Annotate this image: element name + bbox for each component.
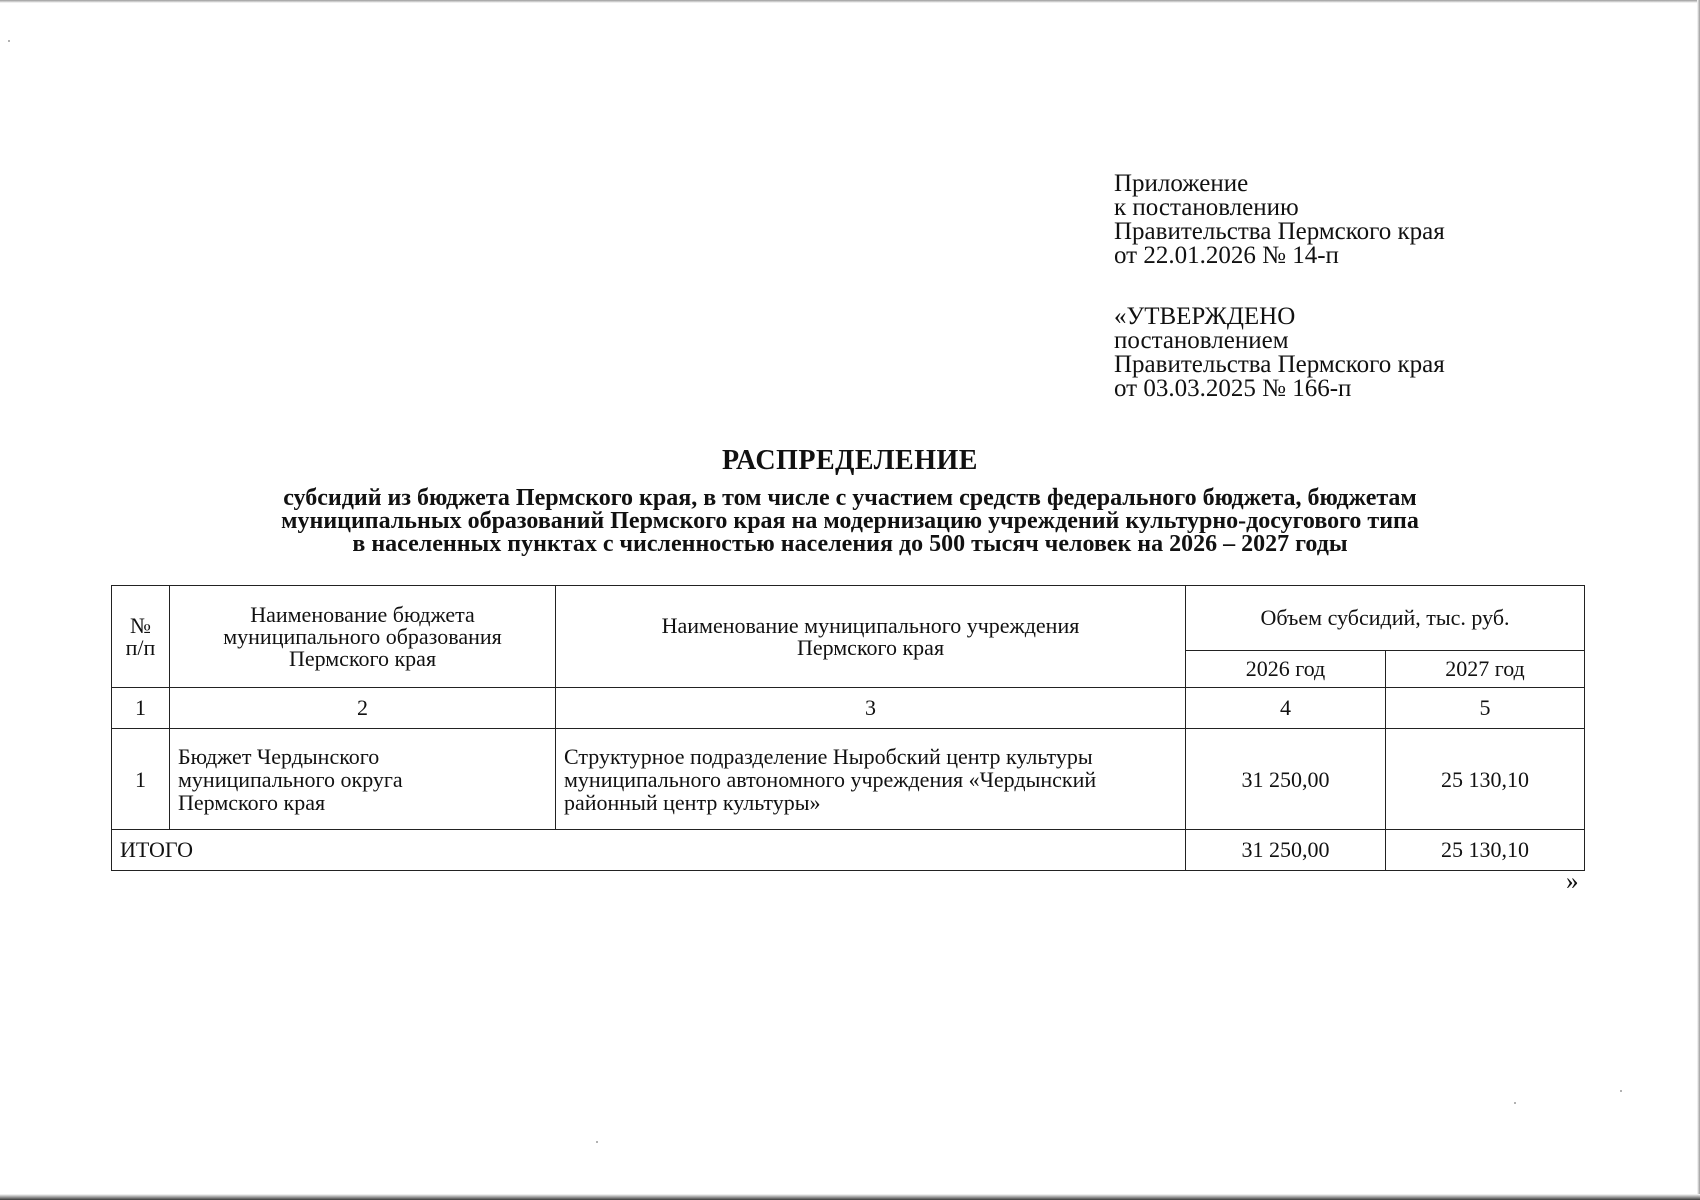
- header-institution-line: Пермского края: [796, 634, 945, 660]
- scan-speck: [1514, 1102, 1516, 1104]
- appendix-block: [1114, 172, 1594, 268]
- header-num-line: №: [130, 612, 151, 638]
- row-value-2027: 25 130,10: [1386, 729, 1585, 830]
- header-num-line: п/п: [125, 634, 156, 660]
- scan-edge-bottom: [0, 1194, 1700, 1200]
- appendix-line: Правительства Пермского края: [1114, 218, 1445, 245]
- appendix-line: к постановлению: [1114, 194, 1299, 221]
- table-header-row: [112, 586, 1585, 651]
- total-value-2027: 25 130,10: [1386, 830, 1585, 871]
- total-value-2026: 31 250,00: [1186, 830, 1386, 871]
- header-budget-line: муниципального образования: [223, 623, 502, 649]
- row-value-2026: 31 250,00: [1186, 729, 1386, 830]
- header-budget-line: Наименование бюджета: [250, 601, 475, 627]
- row-institution-line: муниципального автономного учреждения «Чердынский: [564, 766, 1097, 792]
- header-institution-line: Наименование муниципального учреждения: [661, 612, 1080, 638]
- row-institution-line: Структурное подразделение Ныробский центр культуры: [564, 743, 1093, 769]
- scan-edge-top: [0, 0, 1700, 3]
- row-budget-line: муниципального округа: [178, 766, 403, 792]
- approved-line: Правительства Пермского края: [1114, 351, 1445, 378]
- header-year-2026: 2026 год: [1186, 651, 1386, 688]
- approved-block: [1114, 305, 1594, 401]
- row-budget-line: Бюджет Чердынского: [178, 743, 380, 769]
- approved-line: постановлением: [1114, 327, 1289, 354]
- scan-speck: [8, 40, 10, 42]
- row-institution: [556, 729, 1186, 830]
- approved-line: от 03.03.2025 № 166-п: [1114, 375, 1352, 402]
- approved-line: «УТВЕРЖДЕНО: [1114, 303, 1296, 330]
- scan-speck: [596, 1141, 598, 1143]
- row-budget-line: Пермского края: [178, 789, 326, 815]
- row-budget: [170, 729, 556, 830]
- column-number: 2: [170, 688, 556, 729]
- header-subsidy: Объем субсидий, тыс. руб.: [1186, 586, 1585, 651]
- appendix-line: от 22.01.2026 № 14-п: [1114, 242, 1339, 269]
- document-subtitle: [100, 487, 1600, 556]
- document-title: РАСПРЕДЕЛЕНИЕ: [722, 445, 978, 476]
- total-row: [112, 830, 1585, 871]
- column-number: 1: [112, 688, 170, 729]
- header-num: [112, 586, 170, 688]
- distribution-table: [111, 585, 1585, 871]
- column-number: 3: [556, 688, 1186, 729]
- row-institution-line: районный центр культуры»: [564, 789, 821, 815]
- scan-speck: [1620, 1090, 1622, 1092]
- column-number-row: [112, 688, 1585, 729]
- total-label: ИТОГО: [112, 830, 1186, 871]
- closing-quote: »: [1566, 868, 1579, 895]
- table-row: [112, 729, 1585, 830]
- column-number: 4: [1186, 688, 1386, 729]
- subtitle-line: муниципальных образований Пермского края на модернизацию учреждений культурно-досугового типа: [281, 508, 1419, 534]
- subtitle-line: в населенных пунктах с численностью населения до 500 тысяч человек на 2026 – 2027 годы: [352, 531, 1348, 557]
- column-number: 5: [1386, 688, 1585, 729]
- subtitle-line: субсидий из бюджета Пермского края, в том числе с участием средств федерального бюджета, бюджетам: [283, 485, 1417, 511]
- header-budget: [170, 586, 556, 688]
- appendix-line: Приложение: [1114, 170, 1249, 197]
- header-institution: [556, 586, 1186, 688]
- row-num: 1: [112, 729, 170, 830]
- header-year-2027: 2027 год: [1386, 651, 1585, 688]
- header-budget-line: Пермского края: [288, 645, 437, 671]
